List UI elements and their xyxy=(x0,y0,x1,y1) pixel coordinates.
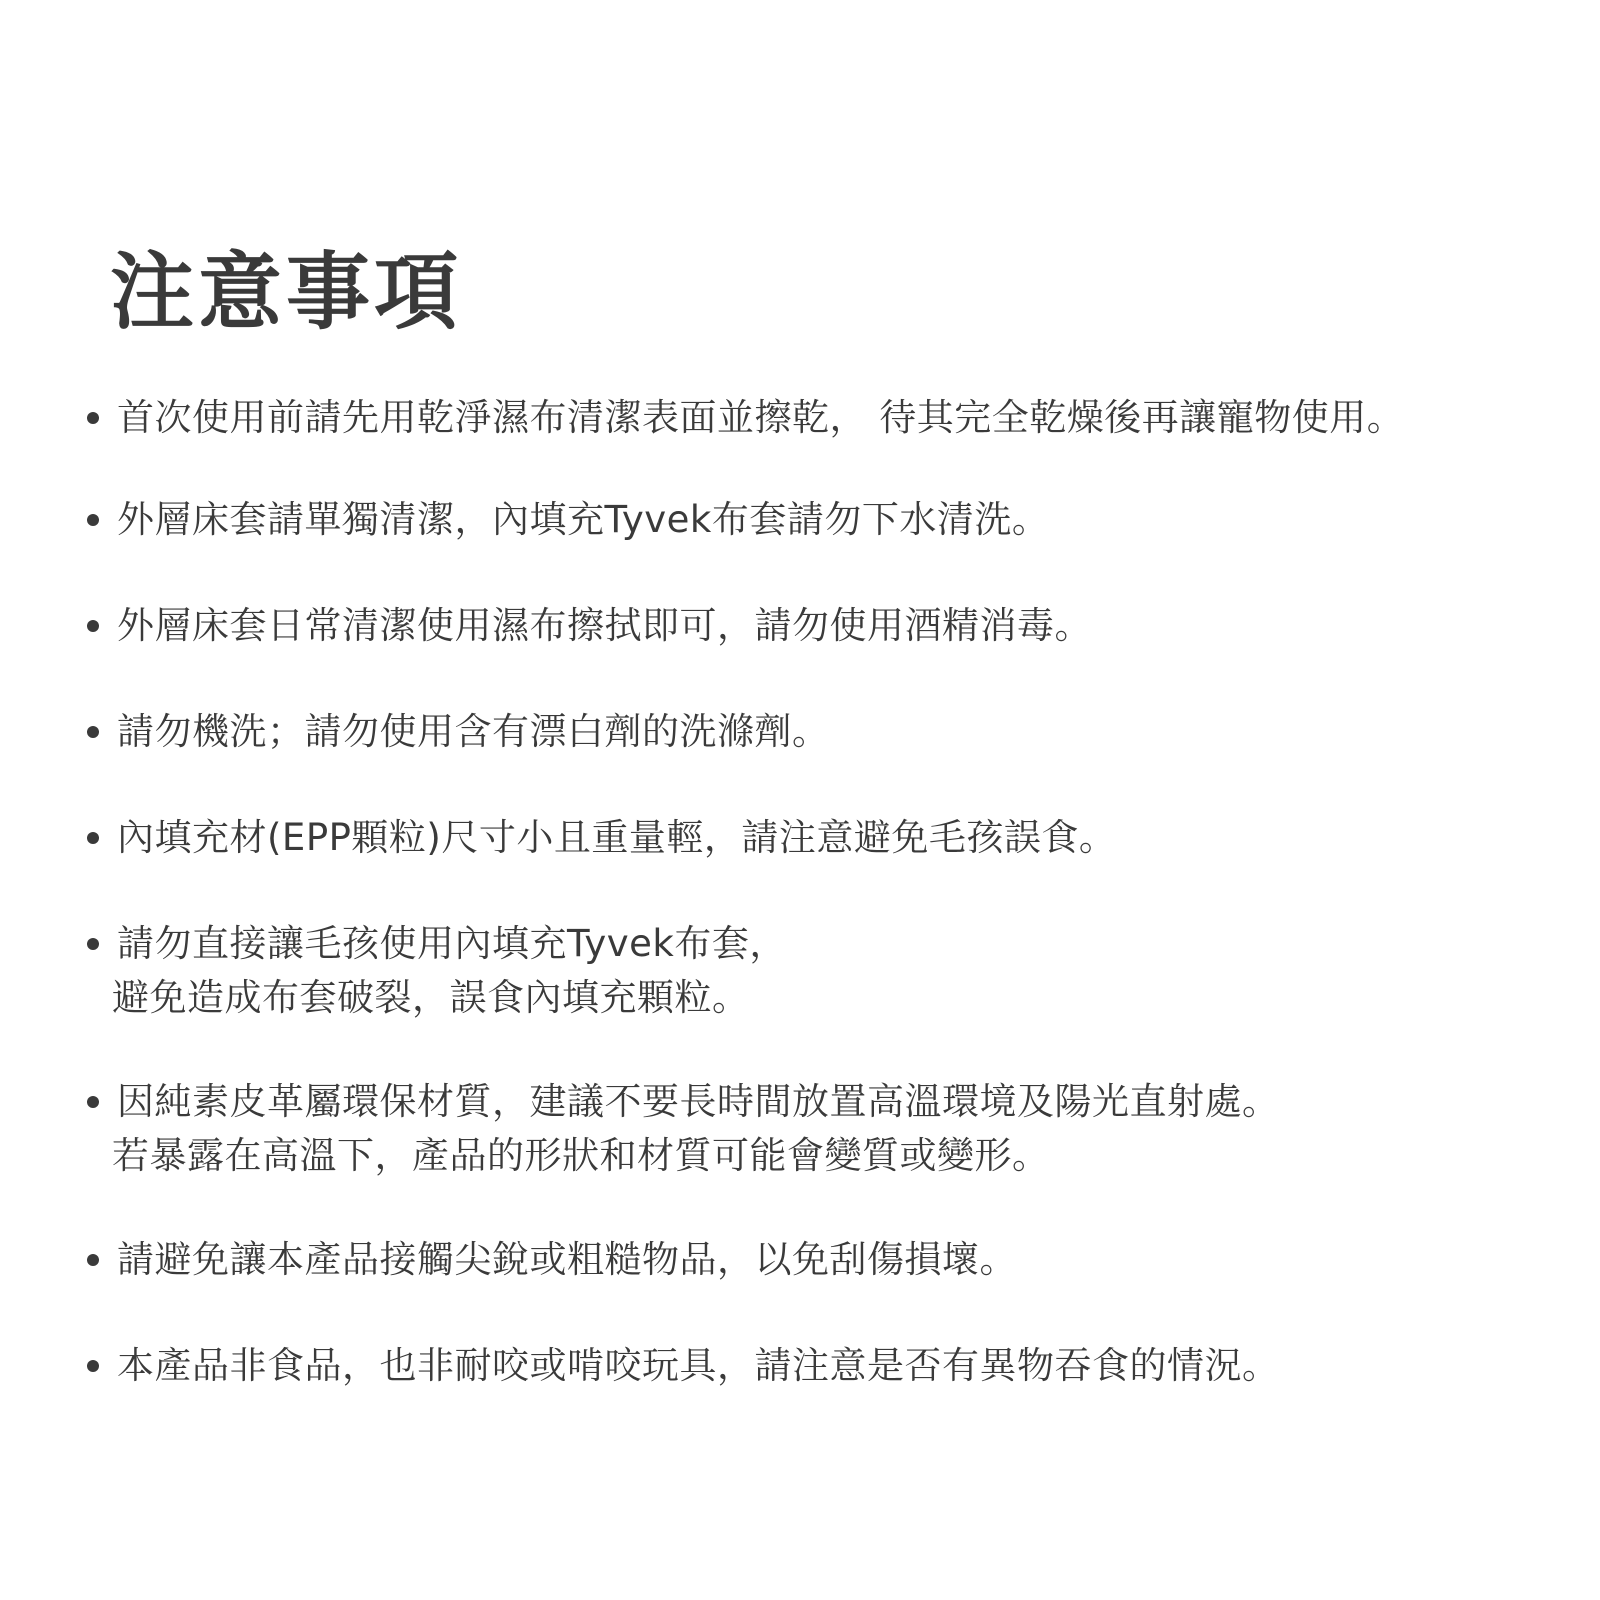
bullet-icon xyxy=(87,832,99,844)
item-text: 本產品非食品，也非耐咬或啃咬玩具，請注意是否有異物吞食的情況。 xyxy=(117,1344,1280,1387)
item-text-continued: 避免造成布套破裂，誤食內填充顆粒。 xyxy=(112,976,750,1019)
bullet-icon xyxy=(87,412,99,424)
item-text: 首次使用前請先用乾淨濕布清潔表面並擦乾， 待其完全乾燥後再讓寵物使用。 xyxy=(117,396,1405,439)
bullet-icon xyxy=(87,1360,99,1372)
bullet-icon xyxy=(87,514,99,526)
item-text: 請勿機洗；請勿使用含有漂白劑的洗滌劑。 xyxy=(117,710,830,753)
bullet-icon xyxy=(87,620,99,632)
item-text: 內填充材(EPP顆粒)尺寸小且重量輕，請注意避免毛孩誤食。 xyxy=(117,816,1117,859)
page-title: 注意事項 xyxy=(110,243,463,341)
item-text-continued: 若暴露在高溫下，產品的形狀和材質可能會變質或變形。 xyxy=(112,1134,1050,1177)
bullet-icon xyxy=(87,1096,99,1108)
bullet-icon xyxy=(87,938,99,950)
bullet-icon xyxy=(87,726,99,738)
item-text: 因純素皮革屬環保材質，建議不要長時間放置高溫環境及陽光直射處。 xyxy=(117,1080,1280,1123)
item-text: 請避免讓本產品接觸尖銳或粗糙物品，以免刮傷損壞。 xyxy=(117,1238,1017,1281)
item-text: 外層床套日常清潔使用濕布擦拭即可，請勿使用酒精消毒。 xyxy=(117,604,1092,647)
item-text: 請勿直接讓毛孩使用內填充Tyvek布套， xyxy=(117,922,787,965)
item-text: 外層床套請單獨清潔，內填充Tyvek布套請勿下水清洗。 xyxy=(117,498,1050,541)
bullet-icon xyxy=(87,1254,99,1266)
